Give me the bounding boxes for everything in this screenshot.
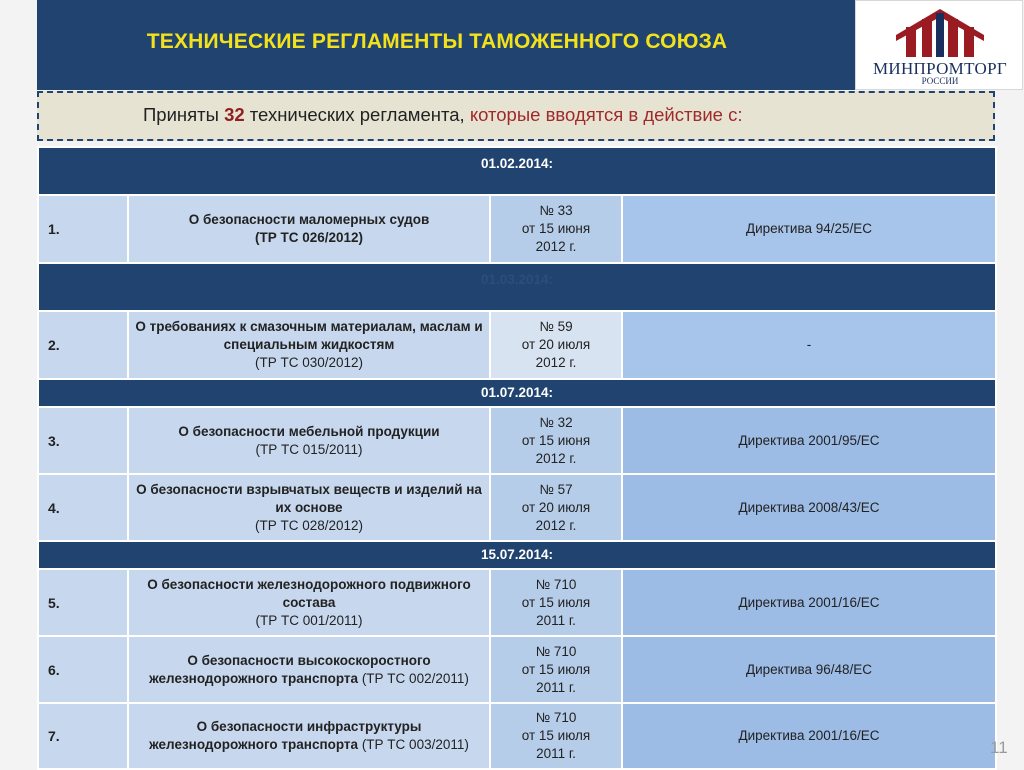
subtitle-banner: [37, 91, 995, 141]
date-row: [38, 541, 996, 569]
decision-ref: [490, 636, 622, 703]
page-number: 11: [990, 738, 1008, 757]
regulations-table: [37, 146, 997, 770]
regulation-code: (ТР ТС 028/2012): [254, 517, 364, 533]
table-row: [38, 636, 996, 703]
decision-date: от 15 июля: [521, 594, 591, 610]
regulation-code: (ТР ТС 030/2012): [254, 355, 364, 370]
decision-year: 2011 г.: [536, 746, 576, 761]
row-number: 4.: [38, 474, 128, 541]
decision-ref: [490, 569, 622, 636]
decision-date: от 20 июля: [521, 499, 591, 515]
directive: Директива 2001/16/ЕС: [622, 703, 996, 769]
decision-year: 2012 г.: [535, 355, 577, 370]
regulation-name: [128, 311, 490, 379]
decision-year: 2011 г.: [536, 679, 576, 695]
date-row: [38, 263, 996, 311]
directive: Директива 2001/16/ЕС: [622, 569, 996, 636]
date-label: 01.03.2014:: [38, 263, 996, 311]
decision-date: от 15 июня: [521, 432, 591, 448]
page-title: ТЕХНИЧЕСКИЕ РЕГЛАМЕНТЫ ТАМОЖЕННОГО СОЮЗА: [146, 30, 728, 53]
regulation-title: О безопасности железнодорожного подвижного состава: [147, 576, 471, 610]
decision-number: № 57: [539, 481, 573, 497]
regulation-name: [128, 195, 490, 263]
table-row: [38, 703, 996, 769]
regulation-title: О безопасности мебельной продукции: [178, 423, 440, 439]
row-number: 2.: [38, 311, 128, 379]
date-label: 01.02.2014:: [38, 147, 996, 195]
table-row: [38, 311, 996, 379]
directive: Директива 94/25/ЕС: [622, 195, 996, 263]
decision-number: № 33: [539, 203, 573, 218]
regulation-name: [128, 636, 490, 703]
regulation-code: (ТР ТС 015/2011): [255, 441, 363, 457]
decision-ref: [490, 407, 622, 474]
decision-number: № 710: [535, 710, 577, 725]
regulation-name: [128, 703, 490, 769]
decision-year: 2012 г.: [535, 239, 577, 254]
decision-year: 2012 г.: [535, 450, 577, 466]
regulation-name: [128, 474, 490, 541]
regulation-name: [128, 569, 490, 636]
decision-date: от 15 июля: [521, 728, 591, 743]
regulation-title: О безопасности маломерных судов: [188, 212, 430, 227]
decision-year: 2011 г.: [536, 612, 576, 628]
decision-ref: [490, 703, 622, 769]
regulation-code: (ТР ТС 026/2012): [254, 230, 364, 245]
row-number: 5.: [38, 569, 128, 636]
date-label: 15.07.2014:: [38, 541, 996, 569]
decision-ref: [490, 311, 622, 379]
decision-number: № 710: [535, 576, 577, 592]
minpromtorg-logo: [855, 0, 1023, 90]
decision-date: от 15 июля: [521, 661, 591, 677]
subtitle-count: 32: [224, 104, 245, 125]
logo-text: МИНПРОМТОРГ: [872, 59, 1008, 78]
row-number: 6.: [38, 636, 128, 703]
decision-date: от 15 июня: [521, 221, 591, 236]
row-number: 7.: [38, 703, 128, 769]
decision-date: от 20 июля: [521, 337, 591, 352]
logo-subtext: РОССИИ: [921, 76, 959, 86]
directive: Директива 2001/95/ЕС: [622, 407, 996, 474]
regulation-code: (ТР ТС 003/2011): [361, 737, 469, 752]
decision-ref: [490, 474, 622, 541]
decision-year: 2012 г.: [535, 517, 577, 533]
subtitle-tail: которые вводятся в действие с:: [469, 104, 743, 125]
regulation-title: О безопасности инфраструктуры железнодорожного транспорта: [149, 719, 422, 752]
regulation-title: О безопасности высокоскоростного железнодорожного транспорта: [149, 652, 431, 686]
subtitle-prefix: Приняты: [143, 104, 225, 125]
regulation-title: О безопасности взрывчатых веществ и изделий на их основе: [136, 481, 482, 515]
date-label: 01.07.2014:: [38, 379, 996, 407]
date-row: [38, 147, 996, 195]
regulation-title: О требованиях к смазочным материалам, маслам и специальным жидкостям: [135, 319, 483, 352]
regulation-code: (ТР ТС 001/2011): [255, 612, 363, 628]
subtitle-middle: технических регламента,: [244, 104, 470, 125]
decision-number: № 710: [535, 643, 577, 659]
table-row: [38, 569, 996, 636]
table-row: [38, 474, 996, 541]
logo-emblem-icon: [896, 5, 984, 61]
date-row: [38, 379, 996, 407]
decision-number: № 32: [539, 414, 573, 430]
row-number: 3.: [38, 407, 128, 474]
decision-ref: [490, 195, 622, 263]
regulation-code: (ТР ТС 002/2011): [361, 670, 469, 686]
table-row: [38, 407, 996, 474]
decision-number: № 59: [539, 319, 573, 334]
row-number: 1.: [38, 195, 128, 263]
table-row: [38, 195, 996, 263]
directive: -: [622, 311, 996, 379]
directive: Директива 2008/43/ЕС: [622, 474, 996, 541]
regulation-name: [128, 407, 490, 474]
directive: Директива 96/48/ЕС: [622, 636, 996, 703]
